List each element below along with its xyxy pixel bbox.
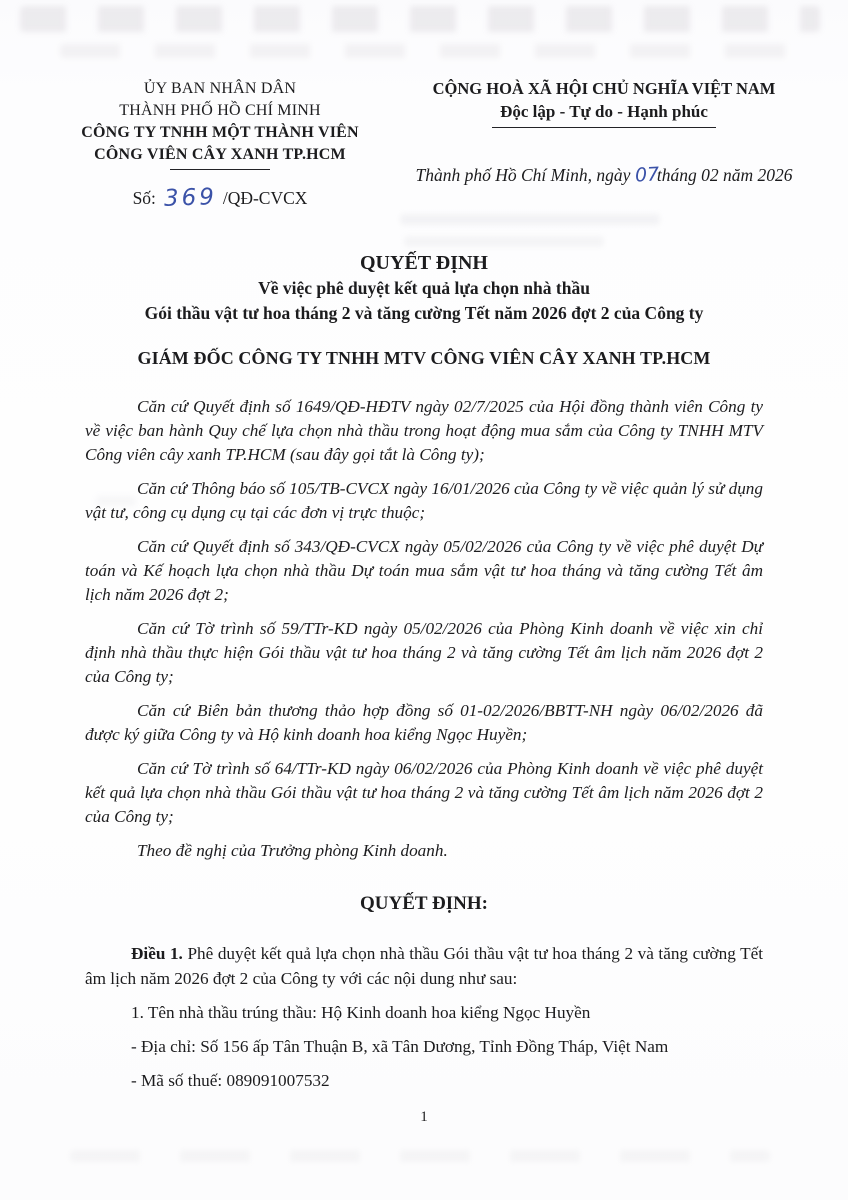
document-subject-line2: Gói thầu vật tư hoa tháng 2 và tăng cường Tết năm 2026 đợt 2 của Công ty [144,303,704,323]
scan-bleedthrough-artifact [70,1150,770,1162]
date-suffix: tháng 02 năm 2026 [656,165,793,185]
national-motto-block [386,78,822,210]
document-number-label: Số: [132,188,156,208]
contractor-taxcode-line: - Mã số thuế: 089091007532 [131,1071,330,1090]
company-name-line1: CÔNG TY TNHH MỘT THÀNH VIÊN [81,124,359,141]
national-name: CỘNG HOÀ XÃ HỘI CHỦ NGHĨA VIỆT NAM [432,79,776,98]
recital-paragraph: Căn cứ Quyết định số 343/QĐ-CVCX ngày 05/02/2026 của Công ty về việc phê duyệt Dự toán và Kế hoạch lựa chọn nhà thầu Dự toán mua sắm vật tư hoa tháng và tăng cường Tết âm lịch năm 2026 đợt 2; [85,537,763,604]
contractor-name-line: 1. Tên nhà thầu trúng thầu: Hộ Kinh doanh hoa kiểng Ngọc Huyền [131,1003,591,1022]
agency-parent-line2: THÀNH PHỐ HỒ CHÍ MINH [119,102,321,119]
title-block [0,250,848,369]
place-date-line [386,164,822,186]
recital-paragraph: Căn cứ Tờ trình số 64/TTr-KD ngày 06/02/2026 của Phòng Kinh doanh về việc phê duyệt kết quả lựa chọn nhà thầu Gói thầu vật tư hoa tháng 2 và tăng cường Tết âm lịch năm 2026 đợt 2 của Công ty; [85,759,763,826]
recital-paragraph: Căn cứ Tờ trình số 59/TTr-KD ngày 05/02/2026 của Phòng Kinh doanh về việc xin chỉ định nhà thầu thực hiện Gói thầu vật tư hoa tháng 2 và tăng cường Tết âm lịch năm 2026 đợt 2 của Công ty; [85,619,763,686]
document-body [0,369,848,1126]
document-number-handwritten: 369 [163,184,218,212]
contractor-address-line: - Địa chỉ: Số 156 ấp Tân Thuận B, xã Tân Dương, Tỉnh Đồng Tháp, Việt Nam [131,1037,669,1056]
page-number: 1 [420,1109,428,1125]
issuing-authority-title: GIÁM ĐỐC CÔNG TY TNHH MTV CÔNG VIÊN CÂY XANH TP.HCM [137,348,711,368]
document-number-line [64,184,376,210]
article-1-label: Điều 1. [131,944,183,963]
national-motto: Độc lập - Tự do - Hạnh phúc [500,102,708,121]
decision-heading: QUYẾT ĐỊNH: [360,893,488,914]
date-day-handwritten: 07 [634,163,660,187]
document-header [0,0,848,210]
recital-paragraph: Theo đề nghị của Trưởng phòng Kinh doanh. [137,841,448,860]
recital-paragraph: Căn cứ Thông báo số 105/TB-CVCX ngày 16/01/2026 của Công ty về việc quản lý sử dụng vật tư, công cụ dụng cụ tại các đơn vị trực thuộc; [85,479,763,522]
agency-parent-line1: ỦY BAN NHÂN DÂN [143,80,297,97]
recital-paragraph: Căn cứ Quyết định số 1649/QĐ-HĐTV ngày 02/7/2025 của Hội đồng thành viên Công ty về việc ban hành Quy chế lựa chọn nhà thầu trong hoạt động mua sắm của Công ty TNHH MTV Công viên cây xanh TP.HCM (sau đây gọi tắt là Công ty); [85,397,763,464]
document-type-title: QUYẾT ĐỊNH [360,252,488,274]
header-right-rule [492,127,716,128]
recital-paragraph: Căn cứ Biên bản thương thảo hợp đồng số 01-02/2026/BBTT-NH ngày 06/02/2026 đã được ký giữa Công ty và Hộ kinh doanh hoa kiểng Ngọc Huyền; [85,701,763,744]
issuing-agency-block [64,78,376,210]
date-prefix: Thành phố Hồ Chí Minh, ngày [415,165,635,185]
article-1-text: Phê duyệt kết quả lựa chọn nhà thầu Gói thầu vật tư hoa tháng 2 và tăng cường Tết âm lịch năm 2026 đợt 2 của Công ty với các nội dung như sau: [85,944,764,988]
header-left-rule [170,169,270,170]
company-name-line2: CÔNG VIÊN CÂY XANH TP.HCM [94,146,346,163]
document-subject-line1: Về việc phê duyệt kết quả lựa chọn nhà thầu [258,278,590,298]
article-1-paragraph [85,941,763,991]
document-number-suffix: /QĐ-CVCX [222,188,308,208]
